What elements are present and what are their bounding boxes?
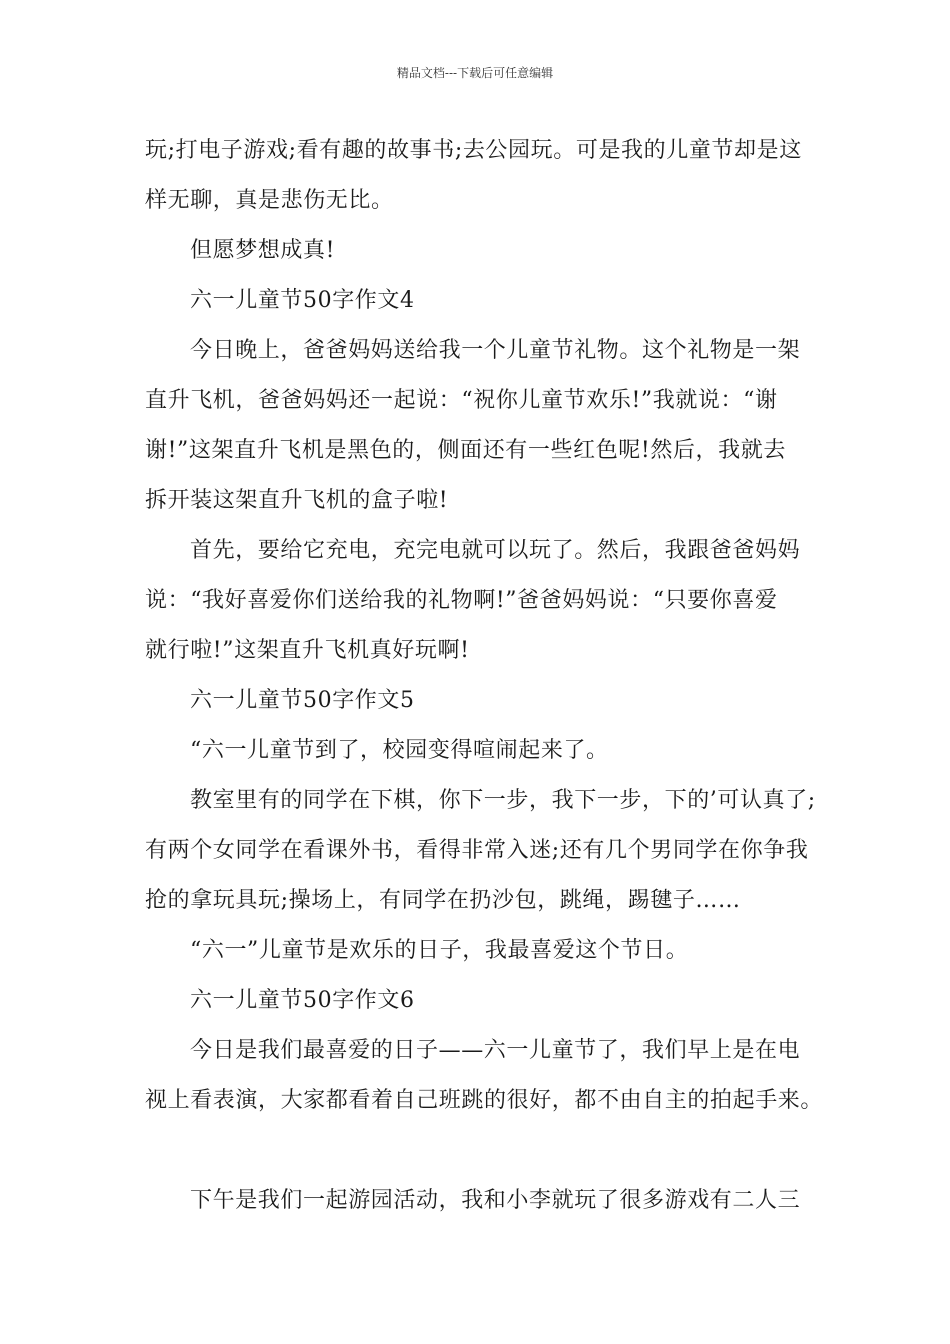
section-heading: 六一儿童节50字作文6 xyxy=(190,988,415,1013)
paragraph-line: 有两个女同学在看课外书，看得非常入迷;还有几个男同学在你争我 xyxy=(145,838,809,863)
paragraph-line: 下午是我们一起游园活动，我和小李就玩了很多游戏有二人三 xyxy=(190,1188,801,1213)
paragraph-line: 视上看表演，大家都看着自己班跳的很好，都不由自主的拍起手来。 xyxy=(145,1088,824,1113)
section-heading: 六一儿童节50字作文4 xyxy=(190,288,415,313)
paragraph-line: 今日晚上，爸爸妈妈送给我一个儿童节礼物。这个礼物是一架 xyxy=(190,338,801,363)
paragraph-line: 就行啦!”这架直升飞机真好玩啊! xyxy=(145,638,470,663)
paragraph-line: 首先，要给它充电，充完电就可以玩了。然后，我跟爸爸妈妈 xyxy=(190,538,801,563)
paragraph-line: 但愿梦想成真! xyxy=(190,238,336,263)
paragraph-line: 教室里有的同学在下棋，你下一步，我下一步，下的’可认真了; xyxy=(190,788,816,813)
paragraph-line: 谢!”这架直升飞机是黑色的，侧面还有一些红色呢!然后，我就去 xyxy=(145,438,786,463)
paragraph-line: “六一儿童节到了，校园变得喧闹起来了。 xyxy=(190,738,609,763)
paragraph-line: 抢的拿玩具玩;操场上，有同学在扔沙包，跳绳，踢毽子…… xyxy=(145,888,741,913)
section-heading: 六一儿童节50字作文5 xyxy=(190,688,415,713)
paragraph-line: 直升飞机，爸爸妈妈还一起说：“祝你儿童节欢乐!”我就说：“谢 xyxy=(145,388,778,413)
paragraph-line: 今日是我们最喜爱的日子——六一儿童节了，我们早上是在电 xyxy=(190,1038,801,1063)
paragraph-line: 样无聊，真是悲伤无比。 xyxy=(145,188,394,213)
paragraph-line: “六一”儿童节是欢乐的日子，我最喜爱这个节日。 xyxy=(190,938,689,963)
paragraph-line: 说：“我好喜爱你们送给我的礼物啊!”爸爸妈妈说：“只要你喜爱 xyxy=(145,588,778,613)
page-header: 精品文档---下载后可任意编辑 xyxy=(396,66,554,80)
paragraph-line: 玩;打电子游戏;看有趣的故事书;去公园玩。可是我的儿童节却是这 xyxy=(145,138,802,163)
paragraph-line: 拆开装这架直升飞机的盒子啦! xyxy=(145,488,449,513)
